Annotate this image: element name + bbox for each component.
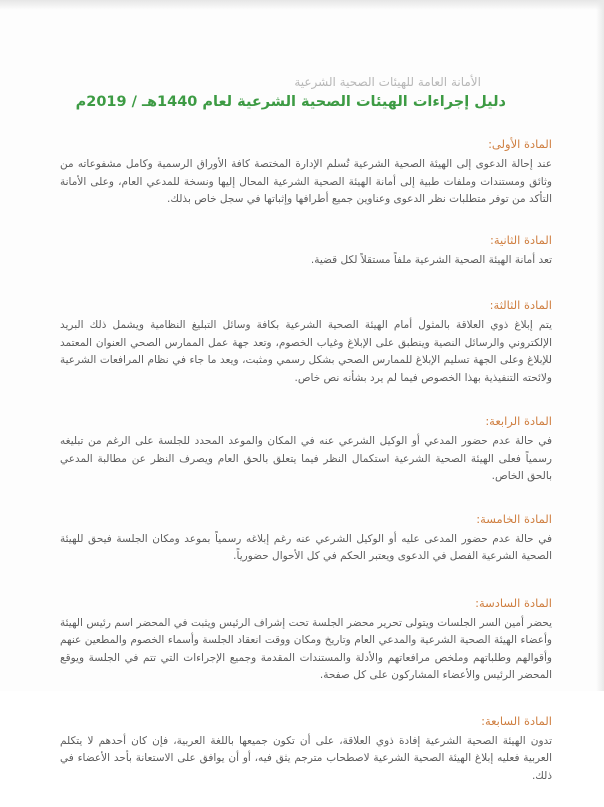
article-1 bbox=[60, 136, 552, 209]
article-5 bbox=[60, 511, 552, 566]
organization-name: الأمانة العامة للهيئات الصحية الشرعية bbox=[294, 75, 481, 89]
article-body: يتم إبلاغ ذوي العلاقة بالمثول أمام الهيئة الصحية الشرعية بكافة وسائل التبليغ النظامية ويشمل ذلك البريد الإلكتروني والرسائل النصية وينطبق على الإبلاغ وغياب الخصوم، وتعد جهة عمل الممارس الصحي العنوان المعتمد للإبلاغ وعلى الجهة تسليم الإبلاغ للممارس الصحي بشكل رسمي ومثبت، ويعد ما جاء في نظام المرافعات الشرعية ولائحته التنفيذية بهذا الخصوص فيما لم يرد بشأنه نص خاص. bbox=[60, 319, 552, 384]
article-title: المادة الرابعة: bbox=[485, 414, 552, 428]
article-body: تعد أمانة الهيئة الصحية الشرعية ملفاً مستقلاً لكل قضية. bbox=[310, 253, 552, 266]
article-title: المادة السابعة: bbox=[481, 713, 552, 728]
article-7 bbox=[60, 713, 552, 786]
article-title: المادة الثانية: bbox=[489, 232, 552, 247]
article-body: في حالة عدم حضور المدعى عليه أو الوكيل الشرعي عنه رغم إبلاغه رسمياً بموعد ومكان الجلسة فيحق للهيئة الصحية الشرعية الفصل في الدعوى ويعتبر الحكم في كل الأحوال حضورياً. bbox=[60, 532, 552, 562]
articles-list bbox=[60, 136, 552, 807]
guide-title: دليل إجراءات الهيئات الصحية الشرعية لعام 1440هـ / 2019م bbox=[75, 94, 506, 110]
article-title: المادة الأولى: bbox=[488, 137, 552, 151]
article-title: المادة الخامسة: bbox=[476, 511, 552, 526]
article-2 bbox=[60, 232, 552, 270]
document-header bbox=[40, 74, 506, 113]
article-body: يحضر أمين السر الجلسات ويتولى تحرير محضر الجلسة تحت إشراف الرئيس ويثبت في المحضر اسم رئيس الهيئة وأعضاء الهيئة الصحية الشرعية والمدعي العام وتاريخ ومكان ووقت انعقاد الجلسة وأسماء الخصوم والمطعين عنهم وأقوالهم وطلباتهم وملخص مرافعاتهم والأدلة والمستندات المقدمة وجميع الإجراءات التي تتم في الجلسة ويوقع المحضر الرئيس والأعضاء المشاركون على كل صفحة. bbox=[60, 616, 552, 681]
article-title: المادة السادسة: bbox=[475, 595, 552, 610]
article-body: عند إحالة الدعوى إلى الهيئة الصحية الشرعية تُسلم الإدارة المختصة كافة الأوراق الرسمية وكامل مشفوعاته من وثائق ومستندات وملفات طبية إلى أمانة الهيئة الصحية الشرعية المحال إليها ونسخة للمدعي العام، وعلى الأمانة التأكد من توفر متطلبات نظر الدعوى وعناوين جميع أطرافها وإثباتها في سجل خاص بذلك. bbox=[60, 158, 552, 205]
article-body: تدون الهيئة الصحية الشرعية إفادة ذوي العلاقة، على أن تكون جميعها باللغة العربية، فإن كان أحدهم لا يتكلم العربية فعليه إبلاغ الهيئة الصحية الشرعية لاصطحاب مترجم يثق فيه، أو أن يوافق على الاستعانة بأحد الأعضاء في ذلك. bbox=[60, 734, 552, 782]
article-6 bbox=[60, 595, 552, 685]
article-3 bbox=[60, 297, 552, 387]
article-body: في حالة عدم حضور المدعي أو الوكيل الشرعي عنه في المكان والموعد المحدد للجلسة على الرغم من تبليغه رسمياً فعلى الهيئة الصحية الشرعية استكمال النظر فيما يتعلق بالحق العام ويصرف النظر عن مطالبة المدعي بالحق الخاص. bbox=[60, 435, 552, 482]
article-title: المادة الثالثة: bbox=[489, 298, 552, 312]
article-4 bbox=[60, 413, 552, 486]
